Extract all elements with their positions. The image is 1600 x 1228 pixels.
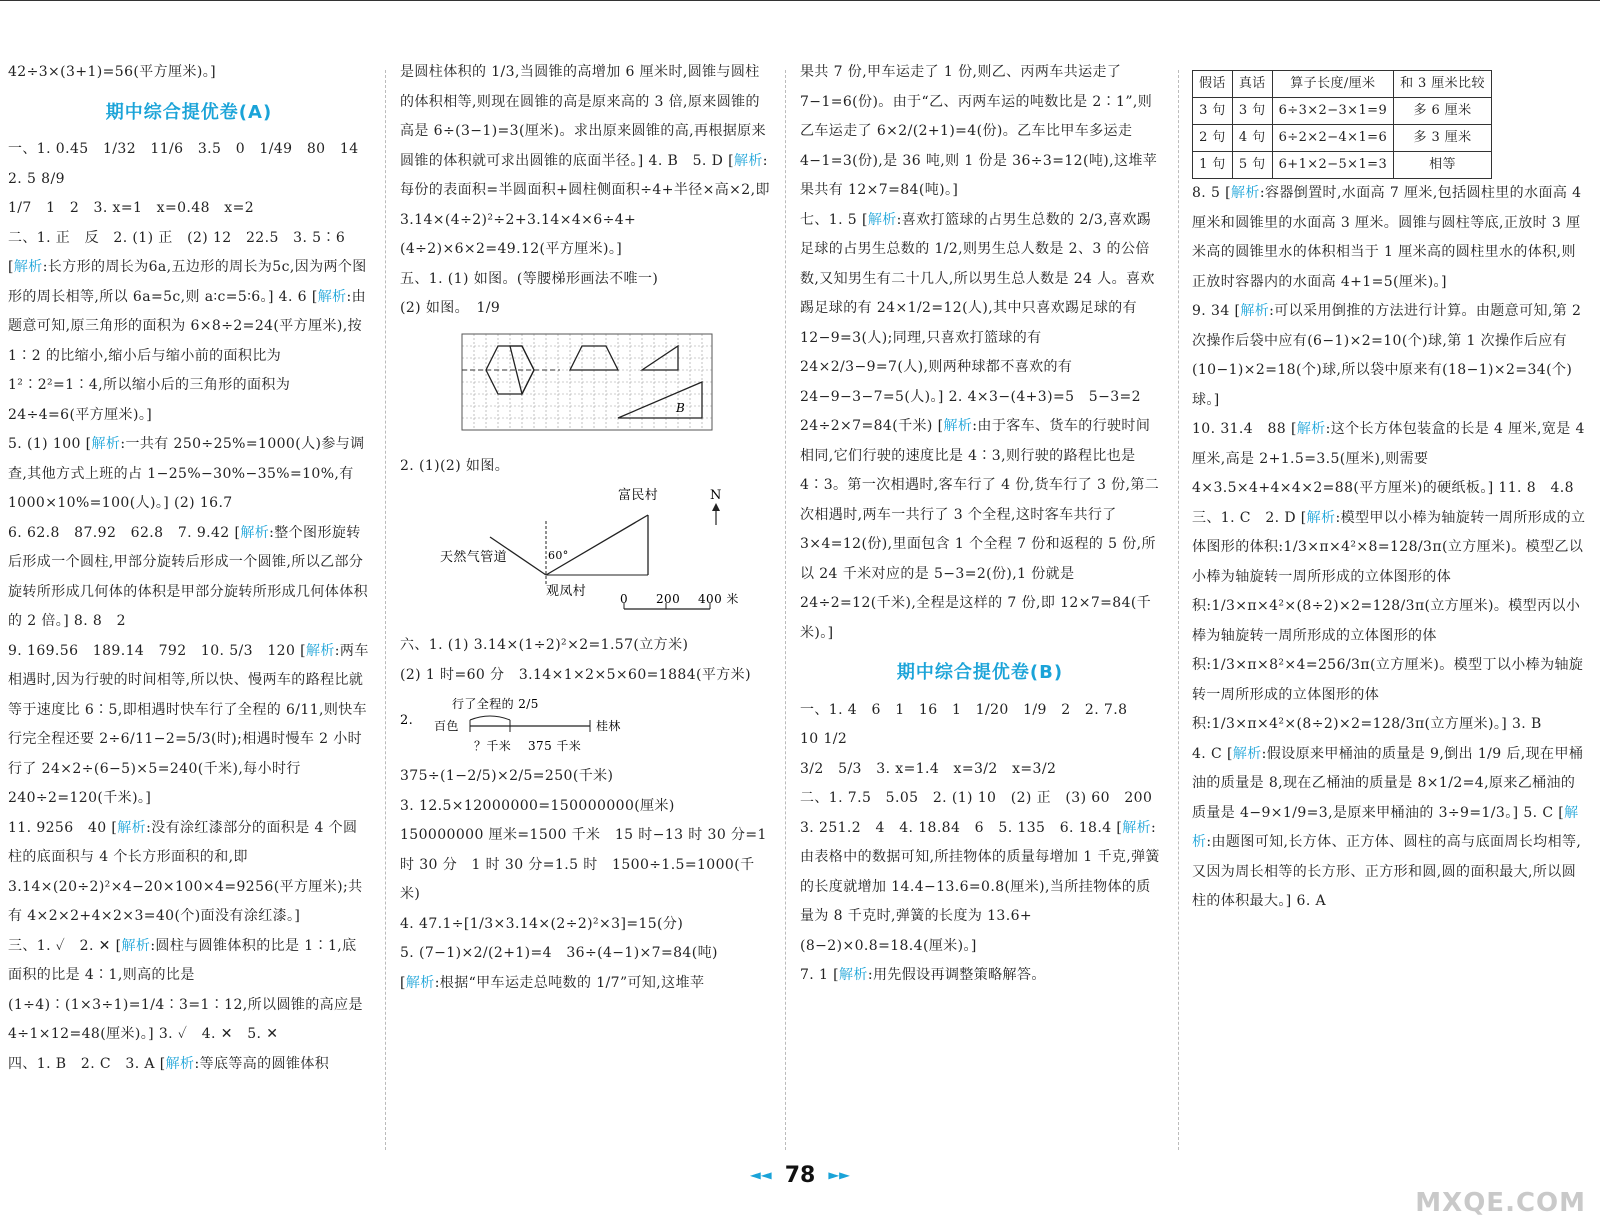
col3-para: 二、1. 7.5 5.05 2. (1) 10 (2) 正 (3) 60 200 (800, 790, 1153, 806)
col1-line: 42÷3×(3+1)=56(平方厘米)。] (8, 64, 216, 80)
grid-drawing (400, 328, 770, 446)
section-title-b: 期中综合提优卷(B) (896, 662, 1064, 683)
scale-1: 200 (656, 592, 681, 606)
col3-para: 七、1. 5 [解析:喜欢打篮球的占男生总数的 2/3,喜欢踢足球的占男生总数的 1/2,则男生总人数是 2、3 的公倍数,又知男生有二十几人,所以男生总人数是 24 人。喜欢踢足球的有 24×1/2=12(人),其中只喜欢踢足球的有 12−9=3(人);同理,只喜欢打篮球的有 24×2/3−9=7(人),则两种球都不喜欢的有 24−9−3−7=5(人)。] 2. 4×3−(4+3)=5 5−3=2 24÷2×7=84(千米) [解析:由于客车、货车的行驶时间相同,它们行驶的速度比是 4∶3,则行驶的路程比也是 4∶3。第一次相遇时,客车行了 4 份,货车行了 3 份,第二次相遇时,两车一共行了 3 个全程,这时客车共行了 3×4=12(份),里面包含 1 个全程 7 份和返程的 5 份,所以 24 千米对应的是 5−3=2(份),1 份就是 24÷2=12(千米),全程是这样的 7 份,即 12×7=84(千米)。] (800, 211, 1160, 641)
column-divider (385, 70, 386, 1150)
section-title-a: 期中综合提优卷(A) (105, 101, 273, 123)
watermark: MXQE.COM (1415, 1188, 1586, 1218)
scale-2: 400 米 (698, 592, 739, 606)
col4-para: 9. 34 [解析:可以采用倒推的方法进行计算。由题意可知,第 2 次操作后袋中应有(6−1)×2=10(个)球,第 1 次操作后应有(10−1)×2=18(个)球,所以袋中原来有(18−1)×2=34(个)球。] (1192, 303, 1582, 408)
map-drawing (400, 485, 770, 625)
col2-para: 是圆柱体积的 1/3,当圆锥的高增加 6 厘米时,圆锥与圆柱的体积相等,则现在圆锥的高是原来高的 3 倍,原来圆锥的高是 6÷(3−1)=3(厘米)。求出原来圆锥的高,再根据原来圆锥的体积就可求出圆锥的底面半径。] 4. B 5. D [解析:每份的表面积=半圆面积+圆柱侧面积÷4+半径×高×2,即 3.14×(4÷2)²÷2+3.14×4×6÷4+(4÷2)×6×2=49.12(平方厘米)。] (400, 64, 770, 257)
column-2 (400, 58, 770, 1168)
north-label: N (710, 488, 722, 503)
column-3 (800, 58, 1160, 1168)
table-cell: 相等 (1394, 152, 1492, 179)
col1-para: 二、1. 正 反 2. (1) 正 (2) 12 22.5 3. 5∶6 (8, 229, 346, 246)
col4-para: 4. C [解析:假设原来甲桶油的质量是 9,倒出 1/9 后,现在甲桶油的质量是 8,现在乙桶油的质量是 8×1/2=4,原来乙桶油的质量是 4−9×1/9=3,是原来甲桶油的 3÷9=1/3。] 5. C [解析:由题图可知,长方体、正方体、圆柱的高与底面周长均相等,又因为周长相等的长方形、正方形和圆,圆的面积最大,所以圆柱的体积最大。] 6. A (1192, 745, 1584, 909)
col1-para: 11. 9256 40 [解析:没有涂红漆部分的面积是 4 个圆柱的底面积与 4 个长方形面积的和,即 3.14×(20÷2)²×4−20×100×4=9256(平方厘米);共有 4×2×2+4×2×3=40(个)面没有涂红漆。] (8, 819, 363, 924)
prev-arrow-icon: ◄◄ (750, 1167, 772, 1184)
analysis-tag: 解析 (943, 418, 973, 434)
analysis-tag: 解析 (1296, 421, 1326, 437)
map-figure (400, 485, 770, 625)
strategy-table (1192, 70, 1492, 179)
column-divider (1178, 70, 1179, 1150)
analysis-tag: 解析 (13, 259, 43, 275)
col4-para: 三、1. C 2. D [解析:模型甲以小棒为轴旋转一周所形成的立体图形的体积:1/3×π×4²×8=128/3π(立方厘米)。模型乙以小棒为轴旋转一周所形成的立体图形的体积:1/3×π×4²×(8÷2)×2=128/3π(立方厘米)。模型丙以小棒为轴旋转一周所形成的立体图形的体积:1/3×π×8²×4=256/3π(立方厘米)。模型丁以小棒为轴旋转一周所形成的立体图形的体积:1/3×π×4²×(8÷2)×2=128/3π(立方厘米)。] 3. B (1192, 509, 1586, 732)
line-fig-q-number: 2. (400, 713, 414, 728)
line-segment-figure (400, 694, 770, 756)
analysis-tag: 解析 (405, 974, 435, 991)
analysis-tag: 解析 (733, 152, 763, 169)
table-cell: 3 句 (1193, 98, 1233, 125)
col3-para: 果共 7 份,甲车运走了 1 份,则乙、丙两车共运走了 7−1=6(份)。由于“乙、丙两车运的吨数比是 2∶1”,则乙车运走了 6×2/(2+1)=4(份)。乙车比甲车多运走 4−1=3(份),是 36 吨,则 1 份是 36÷3=12(吨),这堆苹果共有 12×7=84(吨)。] (800, 64, 1158, 198)
column-1 (8, 58, 373, 1168)
page-number: 78 (784, 1163, 816, 1188)
analysis-tag: 解析 (839, 967, 868, 983)
table-header-row (1193, 71, 1492, 98)
analysis-tag: 解析 (1306, 509, 1336, 526)
table-row (1193, 98, 1492, 125)
table-cell: 4 句 (1232, 125, 1272, 152)
pipe-label: 天然气管道 (440, 550, 508, 565)
analysis-tag: 解析 (305, 642, 335, 659)
col3-para: 7. 1 [解析:用先假设再调整策略解答。 (800, 967, 1046, 983)
analysis-tag: 解析 (1231, 185, 1260, 201)
analysis-tag: 解析 (240, 524, 270, 541)
col4-para: 8. 5 [解析:容器倒置时,水面高 7 厘米,包括圆柱里的水面高 4 厘米和圆锥里的水面高 3 厘米。圆锥与圆柱等底,正放时 3 厘米高的圆锥里水的体积相当于 1 厘米高的圆柱里水的体积,则正放时容器内的水面高 4+1=5(厘米)。] (1192, 185, 1582, 290)
table-header: 假话 (1193, 71, 1233, 98)
col1-para: [解析:长方形的周长为6a,五边形的周长为5c,因为两个图形的周长相等,所以 6a=5c,则 a∶c=5∶6。] 4. 6 [解析:由题意可知,原三角形的面积为 6×8÷2=24(平方厘米),按 1∶2 的比缩小,缩小后与缩小前的面积比为 1²∶2²=1∶4,所以缩小后的三角形的面积为 24÷4=6(平方厘米)。] (8, 259, 367, 423)
line-fig-top: 行了全程的 2/5 (452, 697, 539, 711)
map-village-top: 富民村 (618, 488, 659, 503)
table-cell: 5 句 (1232, 152, 1272, 179)
col1-para: 一、1. 0.45 1/32 11/6 3.5 0 1/49 80 14 2. 5 8/9 (8, 141, 373, 187)
col2-para: 150000000 厘米=1500 千米 15 时−13 时 30 分=1 时 30 分 1 时 30 分=1.5 时 1500÷1.5=1000(千米) (400, 827, 767, 902)
analysis-tag: 解析 (91, 436, 121, 452)
col2-para: 六、1. (1) 3.14×(1÷2)²×2=1.57(立方米) (400, 637, 689, 653)
table-cell: 6÷3×2−3×1=9 (1272, 98, 1394, 125)
col2-para: [解析:根据“甲车运走总吨数的 1/7”可知,这堆苹 (400, 974, 705, 991)
table-header: 和 3 厘米比较 (1394, 71, 1492, 98)
top-border (0, 0, 1600, 1)
col4-para: 10. 31.4 88 [解析:这个长方体包装盒的长是 4 厘米,宽是 4 厘米,高是 2+1.5=3.5(厘米),则需要 4×3.5×4+4×4×2=88(平方厘米)的硬纸板。] 11. 8 4.8 (1192, 421, 1585, 496)
table-cell: 3 句 (1232, 98, 1272, 125)
analysis-tag: 解析 (1240, 303, 1270, 319)
grid-label-b: B (676, 400, 686, 415)
col1-para: 三、1. ✓ 2. ✕ [解析:圆柱与圆锥体积的比是 1∶1,底面积的比是 4∶1,则高的比是(1÷4)∶(1×3÷1)=1/4∶3=1∶12,所以圆锥的高应是 4÷1×12=48(厘米)。] 3. ✓ 4. ✕ 5. ✕ (8, 937, 363, 1042)
table-cell: 6÷2×2−4×1=6 (1272, 125, 1394, 152)
table-cell: 1 句 (1193, 152, 1233, 179)
table-row (1193, 125, 1492, 152)
col1-para: 1/7 1 2 3. x=1 x=0.48 x=2 (8, 200, 255, 216)
col3-para: 一、1. 4 6 1 16 1 1/20 1/9 2 2. 7.8 10 1/2 (800, 701, 1142, 747)
col1-para: 9. 169.56 189.14 792 10. 5/3 120 [解析:两车相遇时,因为行驶的时间相等,所以快、慢两车的路程比就等于速度比 6∶5,即相遇时快车行了全程的 6/11,则快车行完全程还要 2÷6/11−2=5/3(时);相遇时慢车 2 小时行了 24×2÷(6−5)×5=240(千米),每小时行 240÷2=120(千米)。] (8, 642, 369, 806)
col3-para: 3/2 5/3 3. x=1.4 x=3/2 x=3/2 (800, 760, 1057, 777)
analysis-tag: 解析 (1192, 804, 1579, 850)
col2-para: 375÷(1−2/5)×2/5=250(千米) (400, 768, 614, 784)
analysis-tag: 解析 (165, 1055, 195, 1072)
analysis-tag: 解析 (867, 211, 897, 228)
page-number-bar (0, 1163, 1600, 1188)
column-divider (785, 70, 786, 1150)
grid-figure (400, 328, 770, 446)
table-cell: 2 句 (1193, 125, 1233, 152)
col1-para: 6. 62.8 87.92 62.8 7. 9.42 [解析:整个图形旋转后形成一个圆柱,甲部分旋转后形成一个圆锥,所以乙部分旋转所形成几何体的体积是甲部分旋转所形成几何体体积的 2 倍。] 8. 8 2 (8, 524, 368, 629)
col2-para: (2) 如图。 1/9 (400, 300, 501, 316)
line-fig-d: 375 千米 (528, 739, 582, 753)
analysis-tag: 解析 (1232, 745, 1262, 762)
analysis-tag: 解析 (317, 288, 347, 305)
col2-para: 五、1. (1) 如图。(等腰梯形画法不唯一) (400, 270, 659, 287)
col2-para: 5. (7−1)×2/(2+1)=4 36÷(4−1)×7=84(吨) (400, 945, 718, 961)
col2-para: 4. 47.1÷[1/3×3.14×(2÷2)²×3]=15(分) (400, 915, 684, 932)
line-fig-left: 百色 (434, 719, 459, 733)
table-cell: 多 6 厘米 (1394, 98, 1492, 125)
line-fig-right: 桂林 (596, 719, 621, 733)
col2-para: 3. 12.5×12000000=150000000(厘米) (400, 797, 675, 814)
col3-para: 3. 251.2 4 4. 18.84 6 5. 135 6. 18.4 [解析:由表格中的数据可知,所挂物体的质量每增加 1 千克,弹簧的长度就增加 14.4−13.6=0.8(厘米),当所挂物体的质量为 8 千克时,弹簧的长度为 13.6+(8−2)×0.8=18.4(厘米)。] (800, 819, 1160, 954)
analysis-tag: 解析 (121, 937, 151, 954)
analysis-tag: 解析 (1122, 819, 1152, 836)
angle-label: 60° (548, 549, 569, 562)
map-village-bottom: 观凤村 (546, 584, 587, 599)
table-cell: 6+1×2−5×1=3 (1272, 152, 1394, 179)
table-header: 算子长度/厘米 (1272, 71, 1394, 98)
scale-0: 0 (620, 592, 629, 606)
table-row (1193, 152, 1492, 179)
col2-q2: 2. (1)(2) 如图。 (400, 457, 510, 474)
line-segment-drawing (400, 694, 770, 756)
line-fig-q: ？千米 (474, 739, 512, 753)
column-4 (1192, 58, 1588, 1168)
table-cell: 多 3 厘米 (1394, 125, 1492, 152)
next-arrow-icon: ►► (828, 1167, 850, 1184)
col1-para: 四、1. B 2. C 3. A [解析:等底等高的圆锥体积 (8, 1055, 330, 1072)
col1-para: 5. (1) 100 [解析:一共有 250÷25%=1000(人)参与调查,其他方式上班的占 1−25%−30%−35%=10%,有 1000×10%=100(人)。] (2) 16.7 (8, 436, 365, 511)
table-header: 真话 (1232, 71, 1272, 98)
col2-para: (2) 1 时=60 分 3.14×1×2×5×60=1884(平方米) (400, 666, 751, 683)
analysis-tag: 解析 (117, 819, 147, 836)
